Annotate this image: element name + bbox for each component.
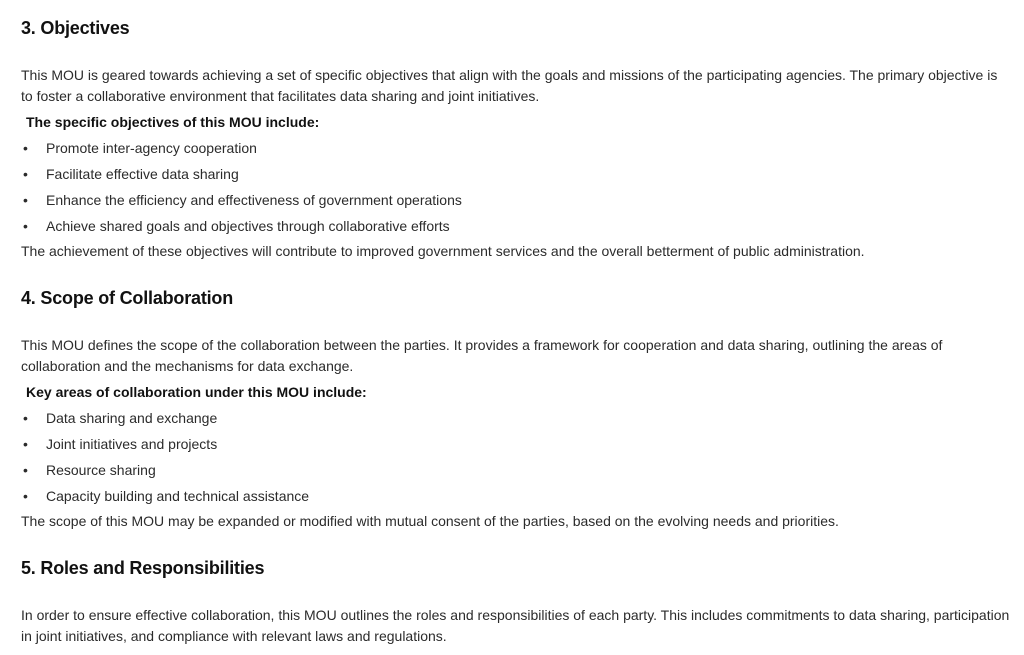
list-item	[21, 483, 1010, 509]
section-intro: In order to ensure effective collaboration, this MOU outlines the roles and responsibilities of each party. This includes commitments to data sharing, participation in joint initiatives, and compliance with relevant laws and regulations.	[21, 607, 1010, 644]
section-closing: The achievement of these objectives will contribute to improved government services and the overall betterment of public administration.	[21, 243, 865, 259]
bullet-icon: •	[23, 462, 28, 478]
bullet-icon: •	[23, 166, 28, 182]
list-item	[21, 405, 1010, 431]
section-closing: The scope of this MOU may be expanded or modified with mutual consent of the parties, based on the evolving needs and priorities.	[21, 513, 839, 529]
list-item-text: Capacity building and technical assistance	[46, 488, 310, 504]
section-intro: This MOU is geared towards achieving a set of specific objectives that align with the goals and missions of the participating agencies. The primary objective is to foster a collaborative environment that facilitates data sharing and joint initiatives.	[21, 67, 998, 104]
list-item	[21, 457, 1010, 483]
list-item	[21, 187, 1010, 213]
list-item	[21, 135, 1010, 161]
list-item-text: Resource sharing	[46, 462, 156, 478]
list-label: The specific objectives of this MOU include:	[26, 114, 320, 130]
section-objectives	[21, 16, 1010, 262]
list-item-text: Facilitate effective data sharing	[46, 166, 239, 182]
bullet-icon: •	[23, 410, 28, 426]
section-heading: 3. Objectives	[21, 18, 130, 38]
section-intro: This MOU defines the scope of the collaboration between the parties. It provides a framework for cooperation and data sharing, outlining the areas of collaboration and the mechanisms for data exchange.	[21, 337, 943, 374]
section-heading: 4. Scope of Collaboration	[21, 288, 234, 308]
list-item	[21, 213, 1010, 239]
bullet-icon: •	[23, 140, 28, 156]
bullet-icon: •	[23, 192, 28, 208]
list-item	[21, 161, 1010, 187]
bullet-icon: •	[23, 436, 28, 452]
bullet-list	[21, 405, 1010, 509]
bullet-icon: •	[23, 488, 28, 504]
section-heading: 5. Roles and Responsibilities	[21, 558, 265, 578]
list-item	[21, 431, 1010, 457]
list-label: Key areas of collaboration under this MOU include:	[26, 384, 367, 400]
bullet-icon: •	[23, 218, 28, 234]
list-item-text: Promote inter-agency cooperation	[46, 140, 257, 156]
list-item-text: Joint initiatives and projects	[46, 436, 218, 452]
section-roles	[21, 556, 1010, 647]
bullet-list	[21, 135, 1010, 239]
section-scope	[21, 286, 1010, 532]
list-item-text: Achieve shared goals and objectives through collaborative efforts	[46, 218, 450, 234]
list-item-text: Data sharing and exchange	[46, 410, 218, 426]
list-item-text: Enhance the efficiency and effectiveness of government operations	[46, 192, 462, 208]
